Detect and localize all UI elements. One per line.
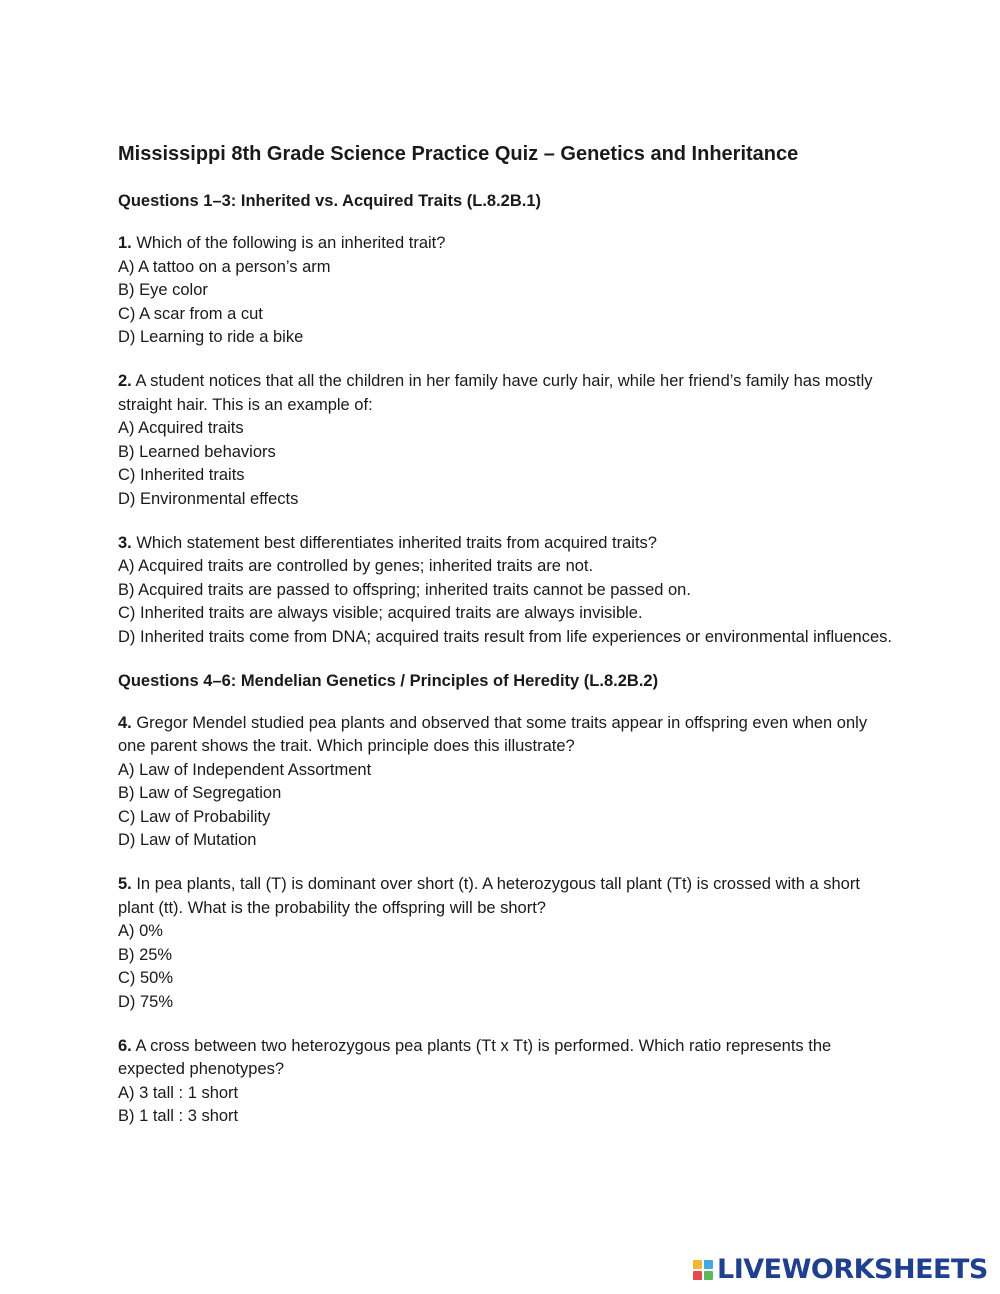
answer-option: D) Inherited traits come from DNA; acquired traits result from life experiences or environmental influences. bbox=[118, 627, 892, 646]
question-text: Which statement best differentiates inherited traits from acquired traits? bbox=[131, 533, 657, 552]
question-stem bbox=[118, 232, 898, 256]
answer-option: D) Environmental effects bbox=[118, 489, 299, 508]
answer-option: C) A scar from a cut bbox=[118, 304, 263, 323]
answer-option: B) Eye color bbox=[118, 281, 208, 300]
question-text: Gregor Mendel studied pea plants and observed that some traits appear in offspring even when only one parent shows the trait. Which principle does this illustrate? bbox=[118, 713, 868, 756]
answer-option: A) 3 tall : 1 short bbox=[118, 1083, 239, 1102]
question-number: 1. bbox=[118, 234, 132, 252]
question-item bbox=[118, 712, 898, 854]
quiz-sections bbox=[118, 190, 898, 1129]
question-stem bbox=[118, 370, 898, 417]
question-number: 2. bbox=[118, 371, 132, 390]
question-number: 5. bbox=[118, 875, 132, 894]
answer-option: C) 50% bbox=[118, 969, 174, 988]
logo-square-4 bbox=[704, 1271, 713, 1280]
answer-option: D) Law of Mutation bbox=[118, 831, 257, 850]
liveworksheets-logo-icon bbox=[693, 1260, 713, 1280]
logo-square-1 bbox=[693, 1260, 702, 1269]
answer-option: A) Acquired traits bbox=[118, 419, 244, 438]
question-number: 3. bbox=[118, 533, 132, 552]
answer-option: B) Learned behaviors bbox=[118, 442, 276, 461]
logo-square-2 bbox=[704, 1260, 713, 1269]
question-text: A cross between two heterozygous pea plants (Tt x Tt) is performed. Which ratio represents the expected phenotypes? bbox=[118, 1036, 832, 1079]
question-number: 6. bbox=[118, 1036, 132, 1055]
question-text: A student notices that all the children in her family have curly hair, while her friend’s family has mostly straight hair. This is an example of: bbox=[118, 371, 873, 414]
question-text: Which of the following is an inherited trait? bbox=[131, 234, 446, 252]
answer-option: B) Law of Segregation bbox=[118, 784, 282, 803]
question-item bbox=[118, 873, 898, 1015]
question-stem bbox=[118, 1035, 898, 1082]
answer-option: A) A tattoo on a person’s arm bbox=[118, 257, 331, 276]
logo-text: LIVEWORKSHEETS bbox=[717, 1254, 988, 1285]
answer-option: C) Inherited traits bbox=[118, 466, 245, 485]
answer-option: B) Acquired traits are passed to offspring; inherited traits cannot be passed on. bbox=[118, 580, 691, 599]
answer-option: B) 25% bbox=[118, 945, 173, 964]
question-stem bbox=[118, 532, 898, 556]
answer-option: A) Acquired traits are controlled by genes; inherited traits are not. bbox=[118, 557, 594, 576]
question-text: In pea plants, tall (T) is dominant over short (t). A heterozygous tall plant (Tt) is crossed with a short plant (tt). What is the probability the offspring will be short? bbox=[118, 875, 860, 917]
question-item bbox=[118, 232, 898, 350]
question-item bbox=[118, 370, 898, 512]
answer-option: B) 1 tall : 3 short bbox=[118, 1107, 239, 1126]
question-item bbox=[118, 1035, 898, 1129]
section-heading: Questions 1–3: Inherited vs. Acquired Traits (L.8.2B.1) bbox=[118, 192, 542, 210]
answer-option: D) 75% bbox=[118, 993, 174, 1012]
answer-option: A) Law of Independent Assortment bbox=[118, 760, 372, 779]
section-heading: Questions 4–6: Mendelian Genetics / Principles of Heredity (L.8.2B.2) bbox=[118, 671, 659, 690]
worksheet-page bbox=[118, 140, 898, 1149]
answer-option: D) Learning to ride a bike bbox=[118, 328, 304, 347]
question-stem bbox=[118, 712, 898, 759]
answer-option: C) Inherited traits are always visible; acquired traits are always invisible. bbox=[118, 604, 643, 623]
liveworksheets-logo bbox=[693, 1255, 988, 1285]
answer-option: A) 0% bbox=[118, 922, 163, 941]
page-title: Mississippi 8th Grade Science Practice Quiz – Genetics and Inheritance bbox=[118, 143, 799, 165]
question-item bbox=[118, 532, 898, 650]
answer-option: C) Law of Probability bbox=[118, 807, 271, 826]
question-number: 4. bbox=[118, 713, 132, 732]
question-stem bbox=[118, 873, 898, 920]
logo-square-3 bbox=[693, 1271, 702, 1280]
